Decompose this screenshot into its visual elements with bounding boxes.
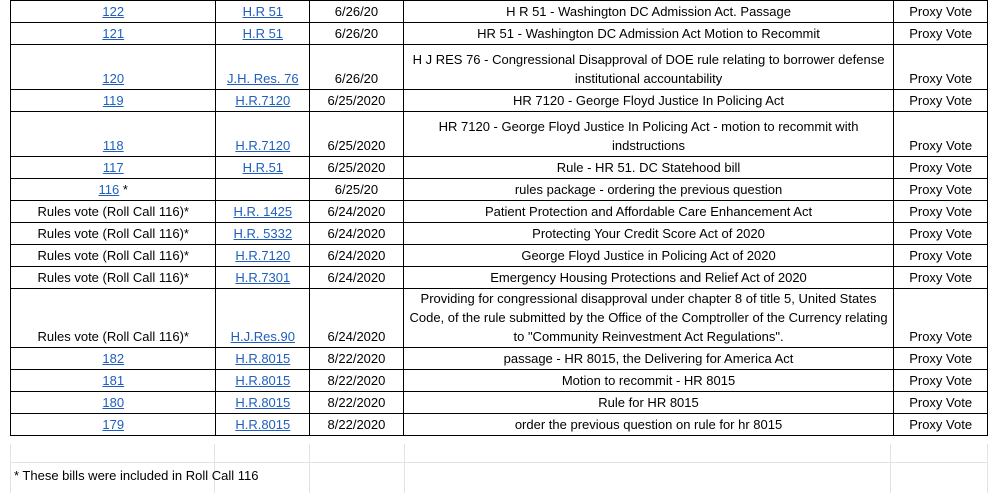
bill-cell — [216, 370, 310, 392]
table-row — [11, 245, 988, 267]
vote-type-cell: Proxy Vote — [894, 90, 988, 112]
date-cell: 8/22/2020 — [310, 370, 404, 392]
roll-call-cell — [11, 45, 216, 90]
vote-type-cell: Proxy Vote — [894, 267, 988, 289]
footnote: * These bills were included in Roll Call 116 — [14, 468, 259, 483]
bill-link[interactable]: J.H. Res. 76 — [227, 71, 299, 86]
description-cell — [403, 267, 894, 289]
description-cell — [403, 45, 894, 90]
date-cell: 6/24/2020 — [310, 223, 404, 245]
roll-call-cell — [11, 289, 216, 348]
date-cell: 6/25/2020 — [310, 112, 404, 157]
roll-call-cell — [11, 23, 216, 45]
bill-cell — [216, 112, 310, 157]
date-cell: 8/22/2020 — [310, 392, 404, 414]
table-row — [11, 289, 988, 348]
description-text: rules package - ordering the previous question — [514, 182, 783, 197]
description-cell — [403, 157, 894, 179]
vote-type-cell: Proxy Vote — [894, 289, 988, 348]
description-cell — [403, 1, 894, 23]
roll-call-cell — [11, 90, 216, 112]
date-cell: 6/25/20 — [310, 179, 404, 201]
description-text: H R 51 - Washington DC Admission Act. Passage — [506, 4, 791, 19]
roll-call-link[interactable]: 117 — [102, 160, 124, 175]
description-text: Motion to recommit - HR 8015 — [561, 373, 736, 388]
table-row — [11, 90, 988, 112]
bill-link[interactable]: H.R. 1425 — [233, 204, 293, 219]
date-cell: 6/26/20 — [310, 23, 404, 45]
roll-call-label: Rules vote (Roll Call 116)* — [37, 270, 189, 285]
date-cell: 6/26/20 — [310, 45, 404, 90]
date-cell: 6/25/2020 — [310, 90, 404, 112]
bill-link[interactable]: H.R.8015 — [235, 351, 291, 366]
date-cell: 6/24/2020 — [310, 245, 404, 267]
description-text: passage - HR 8015, the Delivering for America Act — [503, 351, 794, 366]
roll-call-link[interactable]: 181 — [102, 373, 125, 388]
bill-link[interactable]: H.R.7120 — [235, 248, 291, 263]
table-row — [11, 267, 988, 289]
bill-cell — [216, 392, 310, 414]
bill-link[interactable]: H.R 51 — [242, 4, 284, 19]
roll-call-link[interactable]: 120 — [102, 71, 125, 86]
roll-call-cell — [11, 223, 216, 245]
description-text: HR 7120 - George Floyd Justice In Policing Act — [513, 93, 785, 108]
votes-table-body — [11, 1, 988, 436]
description-text: Rule for HR 8015 — [598, 395, 699, 410]
roll-call-label: Rules vote (Roll Call 116)* — [37, 204, 189, 219]
bill-link[interactable]: H.R.8015 — [235, 373, 291, 388]
footnote-marker: * — [119, 182, 128, 197]
description-cell — [403, 370, 894, 392]
description-cell — [403, 179, 894, 201]
bill-cell — [216, 267, 310, 289]
bill-cell — [216, 348, 310, 370]
roll-call-cell — [11, 179, 216, 201]
vote-type-cell: Proxy Vote — [894, 348, 988, 370]
roll-call-link[interactable]: 180 — [102, 395, 125, 410]
bill-link[interactable]: H.J.Res.90 — [230, 329, 295, 344]
roll-call-cell — [11, 414, 216, 436]
table-row — [11, 201, 988, 223]
roll-call-cell — [11, 370, 216, 392]
date-cell: 8/22/2020 — [310, 348, 404, 370]
table-row — [11, 370, 988, 392]
vote-type-cell: Proxy Vote — [894, 223, 988, 245]
bill-link[interactable]: H.R.51 — [242, 160, 284, 175]
table-row — [11, 348, 988, 370]
roll-call-link[interactable]: 118 — [102, 138, 124, 153]
vote-type-cell: Proxy Vote — [894, 1, 988, 23]
bill-cell — [216, 223, 310, 245]
description-cell — [403, 112, 894, 157]
date-cell: 6/25/2020 — [310, 157, 404, 179]
table-row — [11, 392, 988, 414]
table-row — [11, 179, 988, 201]
description-text: Patient Protection and Affordable Care Enhancement Act — [484, 204, 813, 219]
table-row — [11, 45, 988, 90]
roll-call-cell — [11, 157, 216, 179]
description-cell — [403, 348, 894, 370]
vote-type-cell: Proxy Vote — [894, 392, 988, 414]
roll-call-cell — [11, 245, 216, 267]
bill-cell — [216, 245, 310, 267]
roll-call-cell — [11, 267, 216, 289]
description-cell — [403, 392, 894, 414]
roll-call-link[interactable]: 182 — [102, 351, 125, 366]
date-cell: 6/24/2020 — [310, 267, 404, 289]
roll-call-label: Rules vote (Roll Call 116)* — [37, 329, 189, 344]
roll-call-link[interactable]: 122 — [102, 4, 125, 19]
description-text: HR 51 - Washington DC Admission Act Motion to Recommit — [477, 26, 820, 41]
date-cell: 6/26/20 — [310, 1, 404, 23]
roll-call-cell — [11, 348, 216, 370]
description-cell — [403, 245, 894, 267]
vote-type-cell: Proxy Vote — [894, 370, 988, 392]
roll-call-cell — [11, 201, 216, 223]
bill-cell — [216, 90, 310, 112]
bill-link[interactable]: H.R.8015 — [235, 395, 291, 410]
table-row — [11, 223, 988, 245]
description-cell — [403, 90, 894, 112]
vote-type-cell: Proxy Vote — [894, 201, 988, 223]
bill-link[interactable]: H.R.7301 — [235, 270, 291, 285]
description-text: H J RES 76 - Congressional Disapproval of DOE rule relating to borrower defense institutional accountability — [412, 52, 885, 86]
table-row — [11, 1, 988, 23]
roll-call-cell — [11, 112, 216, 157]
bill-link[interactable]: H.R.7120 — [235, 138, 291, 153]
bill-cell — [216, 289, 310, 348]
date-cell: 8/22/2020 — [310, 414, 404, 436]
bill-cell — [216, 201, 310, 223]
roll-call-label: Rules vote (Roll Call 116)* — [37, 248, 189, 263]
bill-cell — [216, 179, 310, 201]
table-row — [11, 112, 988, 157]
description-text: Emergency Housing Protections and Relief Act of 2020 — [490, 270, 807, 285]
bill-cell — [216, 23, 310, 45]
description-text: Rule - HR 51. DC Statehood bill — [556, 160, 741, 175]
date-cell: 6/24/2020 — [310, 289, 404, 348]
roll-call-link[interactable]: 119 — [102, 93, 124, 108]
table-row — [11, 157, 988, 179]
vote-type-cell: Proxy Vote — [894, 23, 988, 45]
description-cell — [403, 23, 894, 45]
description-cell — [403, 201, 894, 223]
description-cell — [403, 414, 894, 436]
description-cell — [403, 289, 894, 348]
table-row — [11, 23, 988, 45]
bill-link[interactable]: H.R.7120 — [235, 93, 291, 108]
vote-type-cell: Proxy Vote — [894, 45, 988, 90]
vote-type-cell: Proxy Vote — [894, 245, 988, 267]
description-text: Providing for congressional disapproval under chapter 8 of title 5, United States Code, of the rule submitted by the Office of the Comptroller of the Currency relating to "Community Reinvestment Act Regulations". — [409, 291, 888, 344]
vote-type-cell: Proxy Vote — [894, 112, 988, 157]
description-text: order the previous question on rule for hr 8015 — [514, 417, 783, 432]
bill-cell — [216, 157, 310, 179]
description-text: George Floyd Justice in Policing Act of 2020 — [521, 248, 776, 263]
bill-link[interactable]: H.R.8015 — [235, 417, 291, 432]
votes-sheet — [10, 0, 988, 436]
table-row — [11, 414, 988, 436]
roll-call-link[interactable]: 121 — [102, 26, 125, 41]
vote-type-cell: Proxy Vote — [894, 179, 988, 201]
bill-cell — [216, 1, 310, 23]
date-cell: 6/24/2020 — [310, 201, 404, 223]
vote-type-cell: Proxy Vote — [894, 414, 988, 436]
roll-call-cell — [11, 392, 216, 414]
bill-link[interactable]: H.R. 5332 — [233, 226, 293, 241]
roll-call-link[interactable]: 179 — [102, 417, 125, 432]
bill-cell — [216, 414, 310, 436]
roll-call-link[interactable]: 116 — [98, 182, 120, 197]
roll-call-label: Rules vote (Roll Call 116)* — [37, 226, 189, 241]
description-text: Protecting Your Credit Score Act of 2020 — [532, 226, 765, 241]
votes-table — [10, 0, 988, 436]
bill-cell — [216, 45, 310, 90]
vote-type-cell: Proxy Vote — [894, 157, 988, 179]
description-text: HR 7120 - George Floyd Justice In Policing Act - motion to recommit with indstructions — [438, 119, 859, 153]
roll-call-cell — [11, 1, 216, 23]
description-cell — [403, 223, 894, 245]
bill-link[interactable]: H.R 51 — [242, 26, 284, 41]
